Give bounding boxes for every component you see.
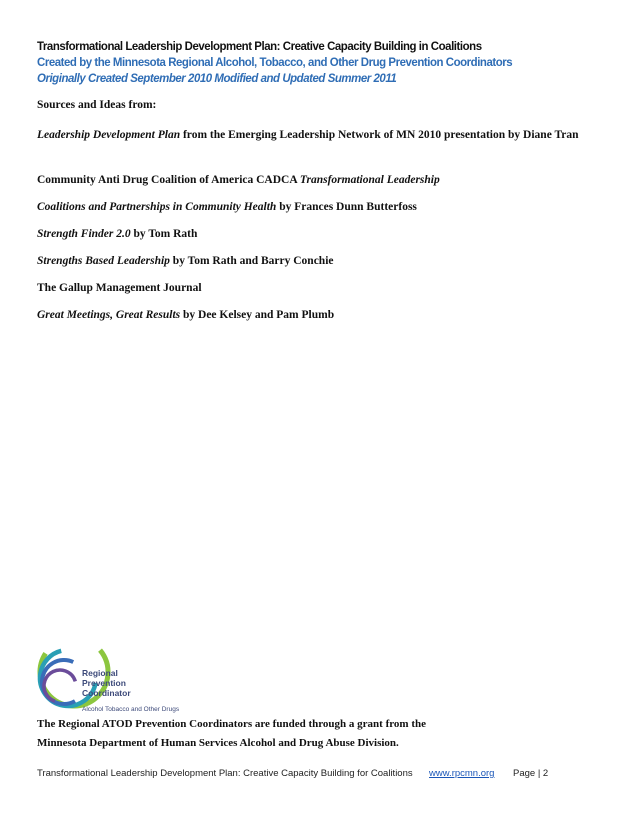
originally-created-line: Originally Created September 2010 Modified and Updated Summer 2011 (37, 73, 397, 85)
source-title: Strengths Based Leadership (37, 255, 170, 267)
source-item (37, 225, 607, 243)
page-footer (37, 768, 612, 782)
created-by-line: Created by the Minnesota Regional Alcohol, Tobacco, and Other Drug Prevention Coordinators (37, 57, 513, 69)
source-rest: by Dee Kelsey and Pam Plumb (180, 309, 335, 321)
funding-statement (37, 715, 537, 753)
source-item (37, 306, 607, 324)
source-item (37, 279, 607, 297)
funding-line: Minnesota Department of Human Services Alcohol and Drug Abuse Division. (37, 737, 399, 749)
footer-title: Transformational Leadership Development Plan: Creative Capacity Building for Coalitions (37, 768, 413, 779)
source-title: Transformational Leadership (299, 174, 440, 186)
funding-line: The Regional ATOD Prevention Coordinators are funded through a grant from the (37, 718, 426, 730)
source-item (37, 252, 607, 270)
source-item (37, 198, 607, 216)
source-rest: by Tom Rath (130, 228, 198, 240)
logo-line: Coordinator (82, 688, 131, 698)
source-title: Strength Finder 2.0 (37, 228, 131, 240)
source-title: Coalitions and Partnerships in Community Health (37, 201, 277, 213)
source-rest: Community Anti Drug Coalition of America CADCA (37, 174, 300, 186)
footer-website-link[interactable]: www.rpcmn.org (429, 768, 495, 779)
source-rest: by Frances Dunn Butterfoss (276, 201, 417, 213)
source-title: Great Meetings, Great Results (37, 309, 181, 321)
document-title: Transformational Leadership Development Plan: Creative Capacity Building in Coalitions (37, 41, 482, 53)
logo-text (82, 668, 131, 698)
sources-heading: Sources and Ideas from: (37, 99, 157, 111)
page-number: Page | 2 (513, 768, 549, 779)
logo-line: Prevention (82, 678, 126, 688)
source-rest: by Tom Rath and Barry Conchie (169, 255, 334, 267)
source-item (37, 126, 607, 144)
source-title: Leadership Development Plan (37, 129, 181, 141)
logo-subtitle: Alcohol Tobacco and Other Drugs (82, 706, 180, 713)
source-rest: from the Emerging Leadership Network of MN 2010 presentation by Diane Tran (180, 129, 579, 141)
logo-line: Regional (82, 668, 118, 678)
source-item (37, 171, 607, 189)
source-rest: The Gallup Management Journal (37, 282, 202, 294)
